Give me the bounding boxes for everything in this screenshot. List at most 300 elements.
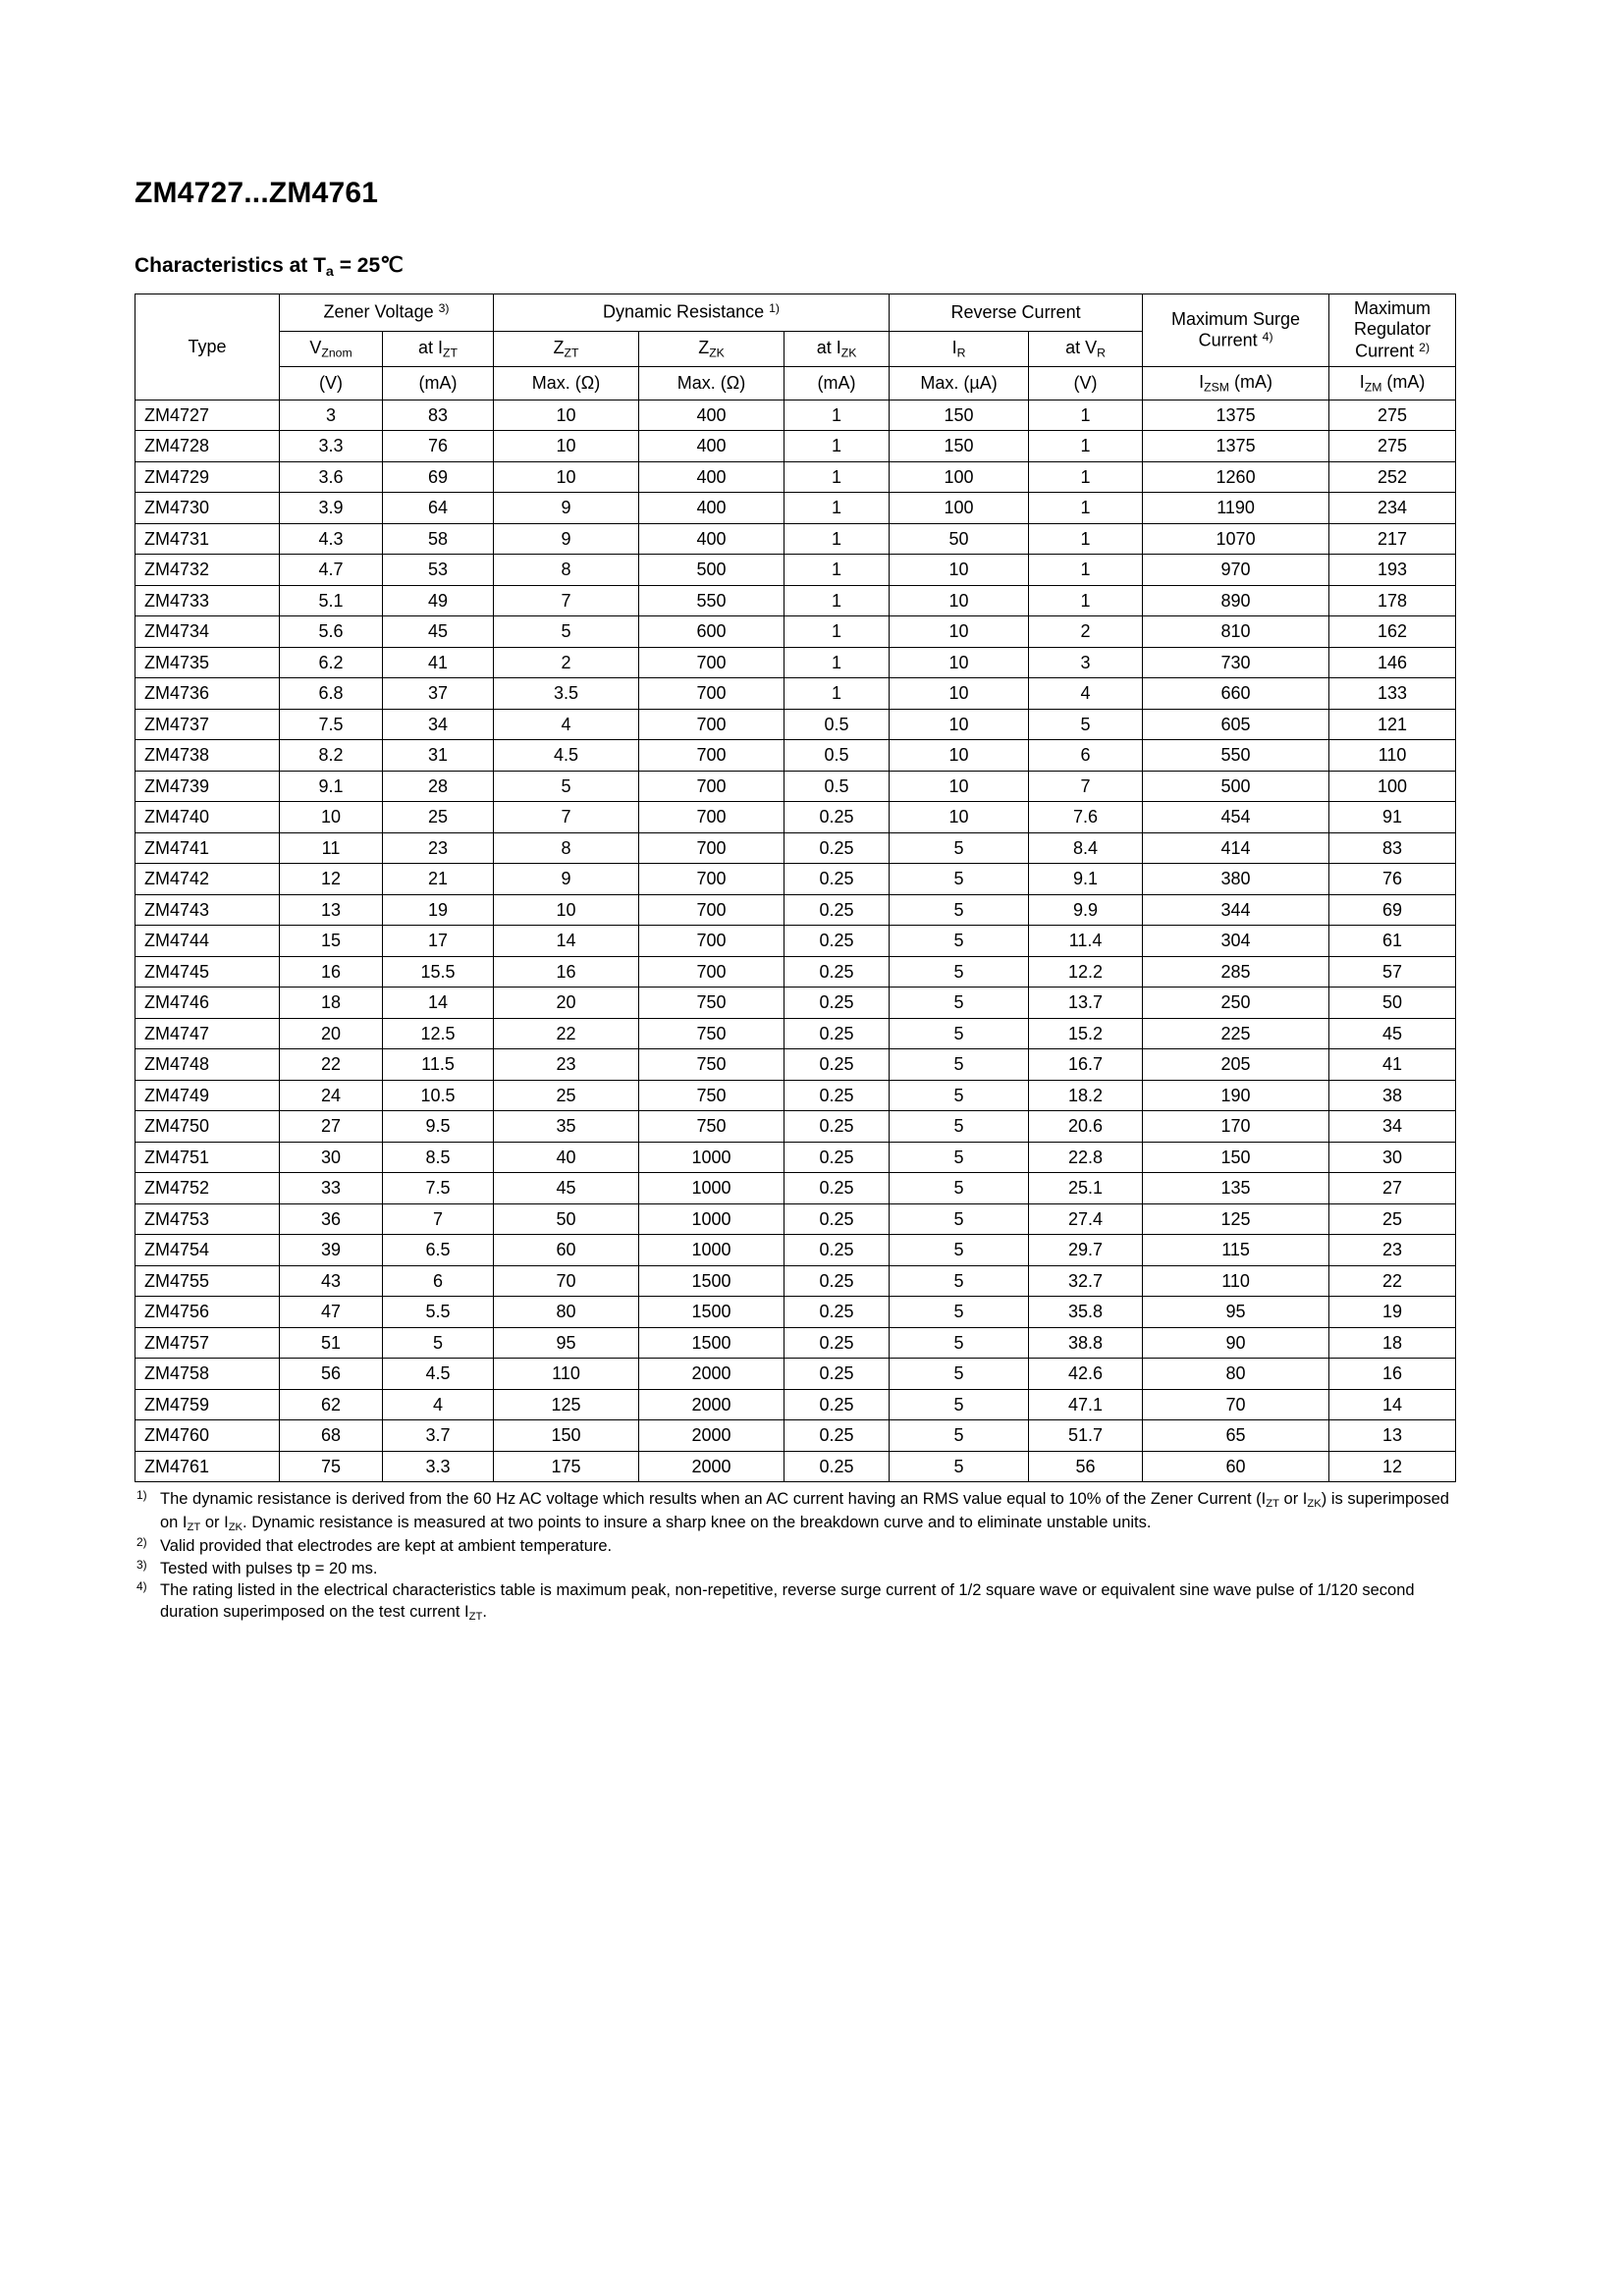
cell-value: 10 — [494, 461, 639, 493]
cell-value: 217 — [1329, 523, 1456, 555]
cell-value: 10 — [890, 771, 1029, 802]
cell-value: 25 — [494, 1080, 639, 1111]
cell-value: 1000 — [639, 1203, 784, 1235]
table-row — [135, 988, 1456, 1019]
cell-type: ZM4735 — [135, 647, 280, 678]
cell-value: 0.25 — [784, 864, 890, 895]
cell-value: 6 — [383, 1265, 494, 1297]
cell-value: 30 — [1329, 1142, 1456, 1173]
unit-max-ua: Max. (µA) — [890, 366, 1029, 400]
cell-value: 10 — [890, 740, 1029, 772]
cell-value: 24 — [280, 1080, 383, 1111]
cell-value: 750 — [639, 1049, 784, 1081]
unit-ma-izk: (mA) — [784, 366, 890, 400]
table-body — [135, 400, 1456, 1482]
header-dynamic-resistance-note: 1) — [769, 301, 781, 316]
unit-ma: (mA) — [383, 366, 494, 400]
cell-value: 10 — [890, 585, 1029, 616]
cell-value: 700 — [639, 647, 784, 678]
cell-value: 1 — [784, 555, 890, 586]
cell-value: 1 — [1029, 585, 1143, 616]
cell-value: 0.5 — [784, 771, 890, 802]
cell-value: 5 — [890, 1111, 1029, 1143]
cell-value: 3.3 — [280, 431, 383, 462]
cell-value: 0.25 — [784, 1018, 890, 1049]
table-row — [135, 1173, 1456, 1204]
cell-value: 162 — [1329, 616, 1456, 648]
footnote — [135, 1489, 1455, 1534]
cell-value: 16 — [280, 956, 383, 988]
cell-value: 0.25 — [784, 1359, 890, 1390]
cell-value: 660 — [1143, 678, 1329, 710]
cell-value: 380 — [1143, 864, 1329, 895]
header-zener-voltage-note: 3) — [438, 301, 450, 316]
cell-value: 75 — [280, 1451, 383, 1482]
cell-value: 3.9 — [280, 493, 383, 524]
cell-value: 6.8 — [280, 678, 383, 710]
cell-type: ZM4742 — [135, 864, 280, 895]
cell-value: 50 — [890, 523, 1029, 555]
cell-value: 5 — [890, 1018, 1029, 1049]
cell-value: 500 — [639, 555, 784, 586]
header-max-surge-current — [1143, 294, 1329, 366]
cell-value: 110 — [1143, 1265, 1329, 1297]
table-row — [135, 678, 1456, 710]
characteristics-table — [135, 294, 1456, 1483]
cell-value: 41 — [1329, 1049, 1456, 1081]
cell-value: 1 — [1029, 493, 1143, 524]
cell-value: 0.25 — [784, 1111, 890, 1143]
cell-value: 32.7 — [1029, 1265, 1143, 1297]
cell-value: 110 — [494, 1359, 639, 1390]
cell-value: 750 — [639, 1080, 784, 1111]
cell-value: 39 — [280, 1235, 383, 1266]
cell-value: 5 — [890, 988, 1029, 1019]
cell-value: 1 — [784, 678, 890, 710]
cell-value: 135 — [1143, 1173, 1329, 1204]
cell-value: 0.25 — [784, 926, 890, 957]
cell-value: 4 — [1029, 678, 1143, 710]
cell-value: 9.5 — [383, 1111, 494, 1143]
cell-value: 150 — [494, 1420, 639, 1452]
footnote-subscript: ZK — [228, 1521, 243, 1533]
cell-value: 344 — [1143, 894, 1329, 926]
cell-value: 22 — [1329, 1265, 1456, 1297]
cell-value: 83 — [383, 400, 494, 431]
cell-value: 95 — [494, 1327, 639, 1359]
cell-value: 5 — [890, 864, 1029, 895]
cell-value: 13.7 — [1029, 988, 1143, 1019]
cell-type: ZM4761 — [135, 1451, 280, 1482]
cell-value: 30 — [280, 1142, 383, 1173]
cell-value: 22 — [280, 1049, 383, 1081]
table-row — [135, 1359, 1456, 1390]
cell-value: 0.5 — [784, 740, 890, 772]
cell-value: 5 — [383, 1327, 494, 1359]
cell-value: 25 — [1329, 1203, 1456, 1235]
cell-value: 15.5 — [383, 956, 494, 988]
header-vznom-sub: Znom — [321, 346, 352, 360]
cell-value: 133 — [1329, 678, 1456, 710]
cell-value: 7 — [494, 585, 639, 616]
cell-value: 0.25 — [784, 956, 890, 988]
cell-value: 20 — [494, 988, 639, 1019]
table-row — [135, 926, 1456, 957]
cell-value: 11.5 — [383, 1049, 494, 1081]
cell-value: 8 — [494, 555, 639, 586]
cell-value: 7 — [1029, 771, 1143, 802]
cell-value: 4.7 — [280, 555, 383, 586]
cell-value: 234 — [1329, 493, 1456, 524]
cell-value: 700 — [639, 802, 784, 833]
cell-value: 11.4 — [1029, 926, 1143, 957]
cell-value: 35 — [494, 1111, 639, 1143]
cell-type: ZM4733 — [135, 585, 280, 616]
section-title-prefix: Characteristics at T — [135, 254, 326, 277]
table-row — [135, 1327, 1456, 1359]
header-max-surge-line2: Current — [1198, 330, 1258, 350]
cell-type: ZM4743 — [135, 894, 280, 926]
table-header-groups — [135, 294, 1456, 331]
cell-value: 10 — [890, 616, 1029, 648]
cell-value: 700 — [639, 864, 784, 895]
cell-value: 10 — [890, 802, 1029, 833]
cell-value: 5.1 — [280, 585, 383, 616]
cell-value: 0.25 — [784, 802, 890, 833]
cell-type: ZM4734 — [135, 616, 280, 648]
table-header-units — [135, 366, 1456, 400]
cell-value: 1 — [1029, 461, 1143, 493]
table-row — [135, 1203, 1456, 1235]
footnote-text — [160, 1490, 1449, 1533]
cell-value: 49 — [383, 585, 494, 616]
unit-v: (V) — [280, 366, 383, 400]
cell-value: 25 — [383, 802, 494, 833]
cell-value: 500 — [1143, 771, 1329, 802]
cell-type: ZM4732 — [135, 555, 280, 586]
cell-value: 3.5 — [494, 678, 639, 710]
cell-value: 60 — [1143, 1451, 1329, 1482]
cell-value: 11 — [280, 832, 383, 864]
cell-type: ZM4738 — [135, 740, 280, 772]
cell-value: 0.25 — [784, 894, 890, 926]
header-ir — [890, 331, 1029, 366]
cell-value: 700 — [639, 709, 784, 740]
footnote-text-part: The rating listed in the electrical characteristics table is maximum peak, non-repetitive, reverse surge current of 1/2 square wave or equivalent sine wave pulse of 1/120 second duration superimposed on the test current I — [160, 1581, 1415, 1622]
cell-value: 190 — [1143, 1080, 1329, 1111]
section-title-suffix: = 25℃ — [333, 254, 404, 277]
header-zzt-sub: ZT — [564, 346, 579, 360]
cell-value: 22 — [494, 1018, 639, 1049]
cell-type: ZM4750 — [135, 1111, 280, 1143]
cell-value: 4.5 — [383, 1359, 494, 1390]
cell-value: 1000 — [639, 1142, 784, 1173]
cell-type: ZM4748 — [135, 1049, 280, 1081]
header-at-izt — [383, 331, 494, 366]
table-row — [135, 956, 1456, 988]
header-at-izt-sub: ZT — [443, 346, 458, 360]
cell-value: 15 — [280, 926, 383, 957]
cell-value: 275 — [1329, 400, 1456, 431]
cell-value: 454 — [1143, 802, 1329, 833]
header-ir-main: I — [951, 337, 957, 357]
cell-value: 4 — [494, 709, 639, 740]
footnote-marker: 3) — [136, 1557, 147, 1572]
cell-type: ZM4760 — [135, 1420, 280, 1452]
cell-value: 2 — [494, 647, 639, 678]
cell-value: 1375 — [1143, 431, 1329, 462]
cell-value: 17 — [383, 926, 494, 957]
cell-value: 37 — [383, 678, 494, 710]
cell-value: 42.6 — [1029, 1359, 1143, 1390]
cell-value: 3.7 — [383, 1420, 494, 1452]
cell-value: 36 — [280, 1203, 383, 1235]
table-row — [135, 1389, 1456, 1420]
cell-value: 175 — [494, 1451, 639, 1482]
cell-value: 56 — [1029, 1451, 1143, 1482]
cell-value: 51 — [280, 1327, 383, 1359]
footnote — [135, 1580, 1455, 1625]
cell-value: 1500 — [639, 1265, 784, 1297]
cell-value: 0.25 — [784, 832, 890, 864]
header-at-izk-sub: ZK — [840, 346, 857, 360]
cell-value: 125 — [1143, 1203, 1329, 1235]
cell-value: 100 — [890, 461, 1029, 493]
cell-value: 5.5 — [383, 1297, 494, 1328]
cell-value: 5 — [890, 956, 1029, 988]
header-zzk-sub: ZK — [709, 346, 725, 360]
cell-value: 5 — [890, 1451, 1029, 1482]
header-reverse-current: Reverse Current — [890, 294, 1143, 331]
cell-value: 47 — [280, 1297, 383, 1328]
cell-value: 1 — [1029, 400, 1143, 431]
cell-value: 1 — [784, 493, 890, 524]
cell-value: 700 — [639, 771, 784, 802]
cell-value: 45 — [1329, 1018, 1456, 1049]
footnote-subscript: ZT — [187, 1521, 201, 1533]
cell-value: 27 — [280, 1111, 383, 1143]
cell-value: 62 — [280, 1389, 383, 1420]
cell-value: 23 — [494, 1049, 639, 1081]
cell-type: ZM4747 — [135, 1018, 280, 1049]
cell-value: 40 — [494, 1142, 639, 1173]
cell-value: 10.5 — [383, 1080, 494, 1111]
cell-value: 57 — [1329, 956, 1456, 988]
cell-value: 5 — [890, 1420, 1029, 1452]
header-max-regulator-line1: Maximum — [1354, 297, 1432, 318]
cell-value: 5 — [890, 1265, 1029, 1297]
cell-value: 18.2 — [1029, 1080, 1143, 1111]
table-row — [135, 894, 1456, 926]
cell-value: 21 — [383, 864, 494, 895]
cell-value: 25.1 — [1029, 1173, 1143, 1204]
cell-value: 750 — [639, 1111, 784, 1143]
footnote — [135, 1559, 1455, 1580]
cell-value: 34 — [1329, 1111, 1456, 1143]
table-row — [135, 400, 1456, 431]
header-max-regulator-line2: Regulator — [1354, 319, 1432, 340]
cell-value: 550 — [1143, 740, 1329, 772]
table-row — [135, 585, 1456, 616]
table-row — [135, 1451, 1456, 1482]
cell-value: 3 — [1029, 647, 1143, 678]
cell-value: 28 — [383, 771, 494, 802]
cell-value: 16 — [1329, 1359, 1456, 1390]
table-row — [135, 461, 1456, 493]
cell-value: 19 — [383, 894, 494, 926]
cell-type: ZM4736 — [135, 678, 280, 710]
cell-value: 5 — [890, 1173, 1029, 1204]
cell-value: 7.5 — [280, 709, 383, 740]
cell-type: ZM4727 — [135, 400, 280, 431]
cell-value: 35.8 — [1029, 1297, 1143, 1328]
header-zzk — [639, 331, 784, 366]
cell-value: 23 — [1329, 1235, 1456, 1266]
cell-type: ZM4752 — [135, 1173, 280, 1204]
table-row — [135, 1049, 1456, 1081]
header-max-regulator-current — [1329, 294, 1456, 366]
page-title: ZM4727...ZM4761 — [135, 177, 379, 209]
cell-value: 43 — [280, 1265, 383, 1297]
cell-value: 5 — [890, 894, 1029, 926]
cell-value: 1500 — [639, 1297, 784, 1328]
footnote-subscript: ZT — [468, 1611, 483, 1624]
header-zzt-main: Z — [553, 337, 565, 357]
cell-value: 890 — [1143, 585, 1329, 616]
cell-value: 9.1 — [280, 771, 383, 802]
table-row — [135, 431, 1456, 462]
unit-max-ohm-zzt: Max. (Ω) — [494, 366, 639, 400]
cell-value: 0.25 — [784, 1297, 890, 1328]
cell-type: ZM4728 — [135, 431, 280, 462]
unit-max-ohm-zzk: Max. (Ω) — [639, 366, 784, 400]
cell-value: 1 — [784, 461, 890, 493]
cell-value: 4.5 — [494, 740, 639, 772]
table-row — [135, 709, 1456, 740]
cell-value: 750 — [639, 988, 784, 1019]
table-header — [135, 294, 1456, 400]
header-dynamic-resistance-label: Dynamic Resistance — [603, 301, 765, 322]
cell-value: 70 — [494, 1265, 639, 1297]
footnote — [135, 1536, 1455, 1558]
cell-value: 33 — [280, 1173, 383, 1204]
cell-value: 1000 — [639, 1235, 784, 1266]
cell-type: ZM4745 — [135, 956, 280, 988]
footnote-text: Valid provided that electrodes are kept at ambient temperature. — [160, 1536, 613, 1555]
cell-value: 0.25 — [784, 1389, 890, 1420]
cell-value: 4 — [383, 1389, 494, 1420]
cell-value: 14 — [1329, 1389, 1456, 1420]
footnotes — [135, 1489, 1455, 1625]
cell-value: 7.6 — [1029, 802, 1143, 833]
cell-value: 8.2 — [280, 740, 383, 772]
cell-value: 170 — [1143, 1111, 1329, 1143]
header-zzt — [494, 331, 639, 366]
cell-value: 5 — [494, 616, 639, 648]
cell-value: 400 — [639, 523, 784, 555]
header-vznom — [280, 331, 383, 366]
table-row — [135, 1420, 1456, 1452]
cell-value: 400 — [639, 493, 784, 524]
cell-value: 1375 — [1143, 400, 1329, 431]
cell-value: 1 — [784, 523, 890, 555]
cell-value: 0.25 — [784, 1235, 890, 1266]
cell-value: 0.25 — [784, 1451, 890, 1482]
footnote-text-part: . — [482, 1603, 487, 1622]
header-at-vr-sub: R — [1097, 346, 1106, 360]
cell-value: 56 — [280, 1359, 383, 1390]
header-at-vr-main: at V — [1065, 337, 1098, 357]
cell-value: 400 — [639, 431, 784, 462]
cell-value: 8 — [494, 832, 639, 864]
cell-value: 700 — [639, 832, 784, 864]
cell-value: 5 — [890, 1359, 1029, 1390]
cell-type: ZM4749 — [135, 1080, 280, 1111]
cell-value: 20.6 — [1029, 1111, 1143, 1143]
header-at-izk — [784, 331, 890, 366]
cell-value: 18 — [1329, 1327, 1456, 1359]
cell-value: 100 — [890, 493, 1029, 524]
cell-value: 7 — [494, 802, 639, 833]
cell-value: 53 — [383, 555, 494, 586]
cell-type: ZM4754 — [135, 1235, 280, 1266]
header-at-izk-main: at I — [816, 337, 841, 357]
cell-value: 1 — [784, 647, 890, 678]
cell-value: 10 — [280, 802, 383, 833]
cell-value: 6.5 — [383, 1235, 494, 1266]
cell-value: 5 — [890, 1389, 1029, 1420]
cell-value: 115 — [1143, 1235, 1329, 1266]
cell-value: 6 — [1029, 740, 1143, 772]
unit-izsm-sub: ZSM — [1204, 380, 1229, 395]
cell-value: 0.25 — [784, 1142, 890, 1173]
cell-value: 16 — [494, 956, 639, 988]
section-title-sub: a — [325, 263, 334, 280]
table-row — [135, 647, 1456, 678]
cell-value: 13 — [280, 894, 383, 926]
cell-type: ZM4756 — [135, 1297, 280, 1328]
cell-value: 9.9 — [1029, 894, 1143, 926]
cell-value: 95 — [1143, 1297, 1329, 1328]
cell-type: ZM4753 — [135, 1203, 280, 1235]
page-content — [135, 177, 1489, 1626]
unit-izsm-unit: (mA) — [1228, 371, 1272, 392]
cell-value: 68 — [280, 1420, 383, 1452]
cell-value: 9.1 — [1029, 864, 1143, 895]
cell-value: 1 — [784, 400, 890, 431]
cell-value: 205 — [1143, 1049, 1329, 1081]
cell-value: 225 — [1143, 1018, 1329, 1049]
table-row — [135, 1142, 1456, 1173]
table-row — [135, 1018, 1456, 1049]
cell-value: 1070 — [1143, 523, 1329, 555]
cell-value: 700 — [639, 894, 784, 926]
cell-value: 50 — [494, 1203, 639, 1235]
cell-value: 125 — [494, 1389, 639, 1420]
cell-value: 12.5 — [383, 1018, 494, 1049]
cell-value: 38.8 — [1029, 1327, 1143, 1359]
cell-value: 14 — [383, 988, 494, 1019]
cell-type: ZM4739 — [135, 771, 280, 802]
cell-value: 1 — [784, 616, 890, 648]
unit-izm — [1329, 366, 1456, 400]
cell-value: 10 — [890, 647, 1029, 678]
cell-value: 65 — [1143, 1420, 1329, 1452]
cell-value: 64 — [383, 493, 494, 524]
cell-value: 13 — [1329, 1420, 1456, 1452]
cell-value: 61 — [1329, 926, 1456, 957]
cell-value: 2000 — [639, 1420, 784, 1452]
